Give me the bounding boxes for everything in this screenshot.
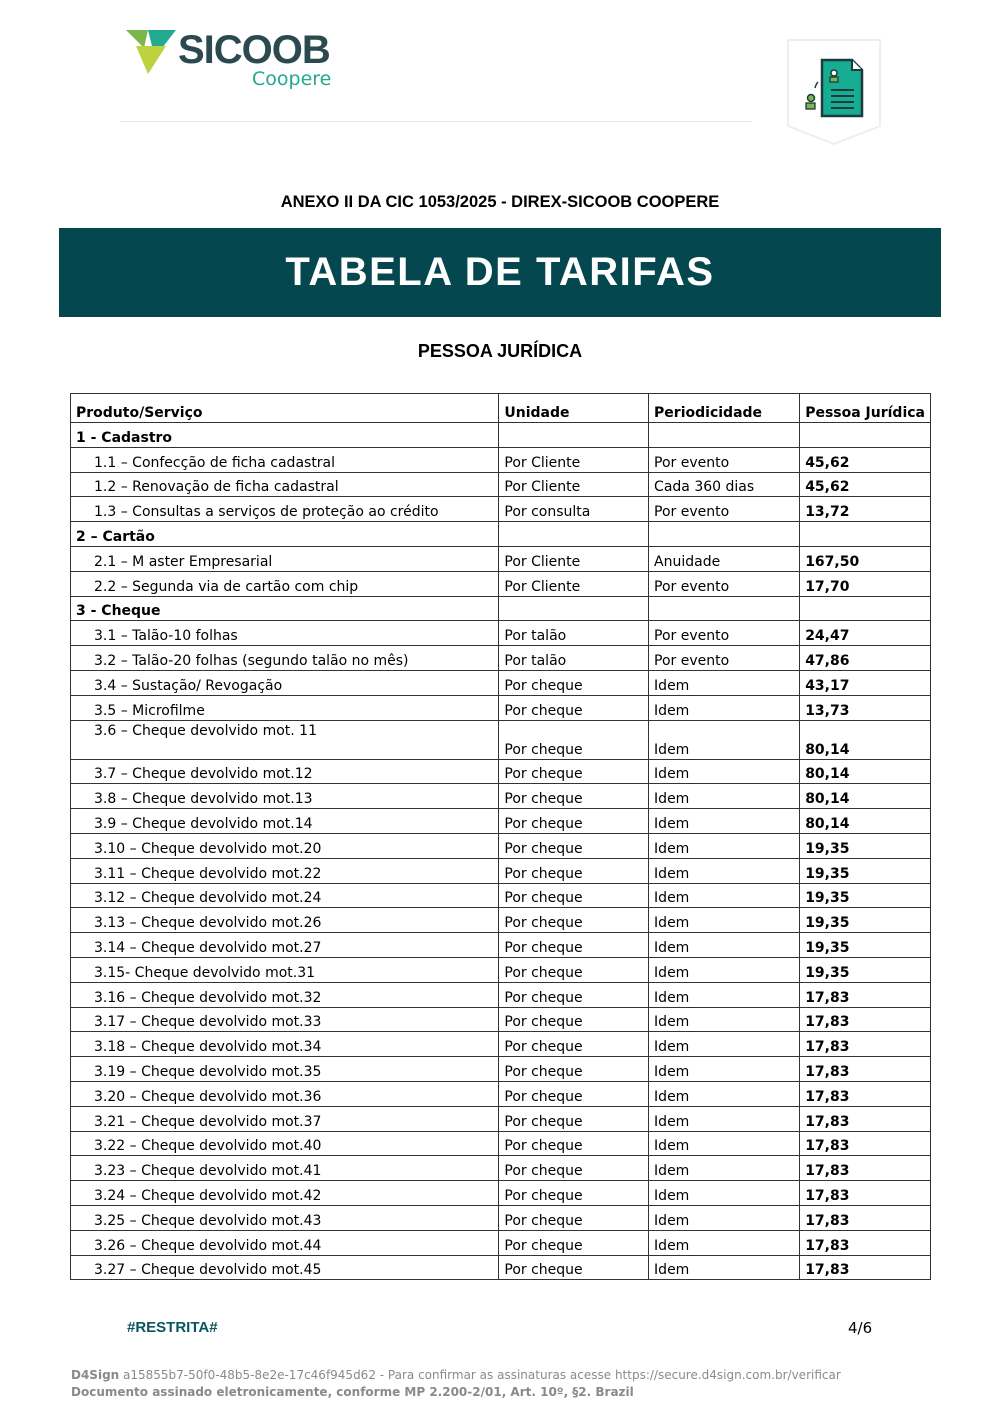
service-cell: 2 – Cartão	[71, 522, 499, 547]
unit-cell: Por cheque	[499, 1007, 649, 1032]
price-cell: 45,62	[800, 447, 931, 472]
unit-cell: Por cheque	[499, 670, 649, 695]
periodicity-cell: Idem	[649, 982, 800, 1007]
price-cell: 13,72	[800, 497, 931, 522]
periodicity-cell: Idem	[649, 784, 800, 809]
service-cell: 3.23 – Cheque devolvido mot.41	[71, 1156, 499, 1181]
service-cell: 3.26 – Cheque devolvido mot.44	[71, 1230, 499, 1255]
service-cell: 3.18 – Cheque devolvido mot.34	[71, 1032, 499, 1057]
service-cell: 3.9 – Cheque devolvido mot.14	[71, 809, 499, 834]
periodicity-cell: Idem	[649, 1230, 800, 1255]
unit-cell	[499, 522, 649, 547]
page-number: 4/6	[848, 1319, 873, 1337]
d4sign-text: a15855b7-50f0-48b5-8e2e-17c46f945d62 - Para confirmar as assinaturas acesse https://secure.d4sign.com.br/verificar	[119, 1368, 841, 1382]
price-cell	[800, 596, 931, 621]
table-row	[71, 933, 931, 958]
service-cell: 3.10 – Cheque devolvido mot.20	[71, 833, 499, 858]
unit-cell: Por cheque	[499, 1181, 649, 1206]
header-cell: Periodicidade	[649, 394, 800, 423]
price-cell: 17,83	[800, 1081, 931, 1106]
unit-cell: Por consulta	[499, 497, 649, 522]
service-cell: 1.3 – Consultas a serviços de proteção ao crédito	[71, 497, 499, 522]
price-cell: 19,35	[800, 908, 931, 933]
table-row	[71, 908, 931, 933]
periodicity-cell: Idem	[649, 809, 800, 834]
table-row	[71, 720, 931, 759]
periodicity-cell: Idem	[649, 833, 800, 858]
header-cell: Pessoa Jurídica	[800, 394, 931, 423]
table-row	[71, 1131, 931, 1156]
table-row	[71, 1106, 931, 1131]
service-cell: 3.22 – Cheque devolvido mot.40	[71, 1131, 499, 1156]
service-cell: 3.25 – Cheque devolvido mot.43	[71, 1205, 499, 1230]
sicoob-logo: SICOOB Coopere	[126, 28, 346, 98]
service-cell: 2.1 – M aster Empresarial	[71, 546, 499, 571]
price-cell: 80,14	[800, 720, 931, 759]
periodicity-cell: Idem	[649, 1205, 800, 1230]
service-cell: 3.17 – Cheque devolvido mot.33	[71, 1007, 499, 1032]
price-cell: 19,35	[800, 833, 931, 858]
unit-cell: Por Cliente	[499, 447, 649, 472]
service-cell: 2.2 – Segunda via de cartão com chip	[71, 571, 499, 596]
service-cell: 3.12 – Cheque devolvido mot.24	[71, 883, 499, 908]
price-cell: 167,50	[800, 546, 931, 571]
unit-cell: Por cheque	[499, 1205, 649, 1230]
price-cell: 17,83	[800, 1156, 931, 1181]
unit-cell: Por cheque	[499, 695, 649, 720]
table-row	[71, 646, 931, 671]
table-row	[71, 1205, 931, 1230]
section-title: PESSOA JURÍDICA	[417, 341, 583, 361]
service-cell: 3.24 – Cheque devolvido mot.42	[71, 1181, 499, 1206]
price-cell: 19,35	[800, 883, 931, 908]
price-cell: 17,83	[800, 1057, 931, 1082]
service-cell: 3.21 – Cheque devolvido mot.37	[71, 1106, 499, 1131]
price-cell: 80,14	[800, 809, 931, 834]
unit-cell: Por cheque	[499, 1081, 649, 1106]
unit-cell: Por Cliente	[499, 571, 649, 596]
table-row	[71, 1032, 931, 1057]
price-cell: 17,83	[800, 1205, 931, 1230]
unit-cell: Por cheque	[499, 1057, 649, 1082]
unit-cell: Por cheque	[499, 784, 649, 809]
periodicity-cell: Idem	[649, 1131, 800, 1156]
header-cell: Produto/Serviço	[71, 394, 499, 423]
periodicity-cell: Anuidade	[649, 546, 800, 571]
periodicity-cell: Idem	[649, 759, 800, 784]
unit-cell: Por cheque	[499, 908, 649, 933]
service-cell: 3.19 – Cheque devolvido mot.35	[71, 1057, 499, 1082]
unit-cell: Por cheque	[499, 809, 649, 834]
periodicity-cell: Por evento	[649, 621, 800, 646]
unit-cell: Por cheque	[499, 720, 649, 759]
table-row	[71, 1181, 931, 1206]
tariff-table	[70, 393, 931, 1280]
service-cell: 3.15- Cheque devolvido mot.31	[71, 957, 499, 982]
unit-cell	[499, 423, 649, 448]
periodicity-cell: Por evento	[649, 571, 800, 596]
unit-cell: Por Cliente	[499, 546, 649, 571]
price-cell: 19,35	[800, 858, 931, 883]
table-header-row	[71, 394, 931, 423]
service-cell: 3.1 – Talão-10 folhas	[71, 621, 499, 646]
price-cell: 17,83	[800, 1131, 931, 1156]
service-cell: 3.27 – Cheque devolvido mot.45	[71, 1255, 499, 1280]
periodicity-cell	[649, 596, 800, 621]
price-cell: 17,83	[800, 1255, 931, 1280]
service-cell: 3.16 – Cheque devolvido mot.32	[71, 982, 499, 1007]
table-row	[71, 621, 931, 646]
price-cell: 17,83	[800, 1106, 931, 1131]
unit-cell	[499, 596, 649, 621]
service-cell: 3.6 – Cheque devolvido mot. 11	[71, 720, 499, 759]
periodicity-cell: Idem	[649, 1156, 800, 1181]
periodicity-cell: Idem	[649, 1007, 800, 1032]
unit-cell: Por cheque	[499, 1255, 649, 1280]
periodicity-cell: Idem	[649, 908, 800, 933]
table-row	[71, 833, 931, 858]
price-cell: 17,83	[800, 1230, 931, 1255]
category-row	[71, 522, 931, 547]
header-cell: Unidade	[499, 394, 649, 423]
price-cell: 80,14	[800, 784, 931, 809]
service-cell: 3.2 – Talão-20 folhas (segundo talão no mês)	[71, 646, 499, 671]
price-cell: 45,62	[800, 472, 931, 497]
unit-cell: Por cheque	[499, 1131, 649, 1156]
service-cell: 3.20 – Cheque devolvido mot.36	[71, 1081, 499, 1106]
table-row	[71, 957, 931, 982]
header-divider	[120, 121, 752, 122]
service-cell: 3.13 – Cheque devolvido mot.26	[71, 908, 499, 933]
legal-text: Documento assinado eletronicamente, conforme MP 2.200-2/01, Art. 10º, §2. Brazil	[71, 1385, 634, 1399]
price-cell: 19,35	[800, 933, 931, 958]
service-cell: 3.14 – Cheque devolvido mot.27	[71, 933, 499, 958]
price-cell: 17,83	[800, 1181, 931, 1206]
table-row	[71, 1156, 931, 1181]
unit-cell: Por cheque	[499, 1106, 649, 1131]
table-row	[71, 858, 931, 883]
service-cell: 3.7 – Cheque devolvido mot.12	[71, 759, 499, 784]
price-cell	[800, 423, 931, 448]
periodicity-cell: Idem	[649, 695, 800, 720]
periodicity-cell: Idem	[649, 1255, 800, 1280]
periodicity-cell: Idem	[649, 1181, 800, 1206]
category-row	[71, 423, 931, 448]
table-row	[71, 497, 931, 522]
price-cell: 47,86	[800, 646, 931, 671]
category-row	[71, 596, 931, 621]
table-row	[71, 883, 931, 908]
unit-cell: Por cheque	[499, 982, 649, 1007]
service-cell: 3.11 – Cheque devolvido mot.22	[71, 858, 499, 883]
periodicity-cell: Idem	[649, 933, 800, 958]
price-cell: 13,73	[800, 695, 931, 720]
periodicity-cell	[649, 423, 800, 448]
table-row	[71, 571, 931, 596]
banner-title: TABELA DE TARIFAS	[285, 250, 715, 294]
periodicity-cell: Idem	[649, 1081, 800, 1106]
unit-cell: Por talão	[499, 621, 649, 646]
unit-cell: Por cheque	[499, 883, 649, 908]
price-cell: 17,83	[800, 1032, 931, 1057]
price-cell: 80,14	[800, 759, 931, 784]
periodicity-cell: Idem	[649, 1057, 800, 1082]
table-row	[71, 1057, 931, 1082]
service-cell: 3.5 – Microfilme	[71, 695, 499, 720]
unit-cell: Por cheque	[499, 1032, 649, 1057]
periodicity-cell	[649, 522, 800, 547]
classification-label: #RESTRITA#	[127, 1319, 218, 1336]
table-row	[71, 695, 931, 720]
annex-title: ANEXO II DA CIC 1053/2025 - DIREX-SICOOB COOPERE	[280, 193, 720, 211]
service-cell: 3 - Cheque	[71, 596, 499, 621]
table-row	[71, 1007, 931, 1032]
table-row	[71, 982, 931, 1007]
logo-mark-icon	[126, 28, 178, 76]
periodicity-cell: Idem	[649, 883, 800, 908]
unit-cell: Por Cliente	[499, 472, 649, 497]
d4sign-label: D4Sign	[71, 1368, 120, 1382]
service-cell: 1.1 – Confecção de ficha cadastral	[71, 447, 499, 472]
price-cell: 24,47	[800, 621, 931, 646]
unit-cell: Por cheque	[499, 858, 649, 883]
unit-cell: Por talão	[499, 646, 649, 671]
unit-cell: Por cheque	[499, 957, 649, 982]
unit-cell: Por cheque	[499, 1230, 649, 1255]
periodicity-cell: Por evento	[649, 646, 800, 671]
price-cell: 17,70	[800, 571, 931, 596]
table-row	[71, 759, 931, 784]
periodicity-cell: Idem	[649, 670, 800, 695]
periodicity-cell: Idem	[649, 1032, 800, 1057]
periodicity-cell: Idem	[649, 957, 800, 982]
unit-cell: Por cheque	[499, 833, 649, 858]
table-row	[71, 447, 931, 472]
periodicity-cell: Idem	[649, 1106, 800, 1131]
price-cell: 19,35	[800, 957, 931, 982]
periodicity-cell: Por evento	[649, 447, 800, 472]
table-row	[71, 1255, 931, 1280]
table-row	[71, 472, 931, 497]
price-cell	[800, 522, 931, 547]
price-cell: 17,83	[800, 1007, 931, 1032]
table-row	[71, 809, 931, 834]
table-row	[71, 784, 931, 809]
table-row	[71, 670, 931, 695]
service-cell: 3.8 – Cheque devolvido mot.13	[71, 784, 499, 809]
service-cell: 3.4 – Sustação/ Revogação	[71, 670, 499, 695]
title-banner	[59, 228, 941, 317]
unit-cell: Por cheque	[499, 759, 649, 784]
signature-footer	[71, 1367, 841, 1401]
periodicity-cell: Cada 360 dias	[649, 472, 800, 497]
price-cell: 43,17	[800, 670, 931, 695]
table-row	[71, 546, 931, 571]
service-cell: 1 - Cadastro	[71, 423, 499, 448]
periodicity-cell: Idem	[649, 858, 800, 883]
periodicity-cell: Idem	[649, 720, 800, 759]
unit-cell: Por cheque	[499, 1156, 649, 1181]
table-row	[71, 1081, 931, 1106]
table-row	[71, 1230, 931, 1255]
document-badge-icon	[786, 38, 882, 146]
price-cell: 17,83	[800, 982, 931, 1007]
periodicity-cell: Por evento	[649, 497, 800, 522]
service-cell: 1.2 – Renovação de ficha cadastral	[71, 472, 499, 497]
unit-cell: Por cheque	[499, 933, 649, 958]
